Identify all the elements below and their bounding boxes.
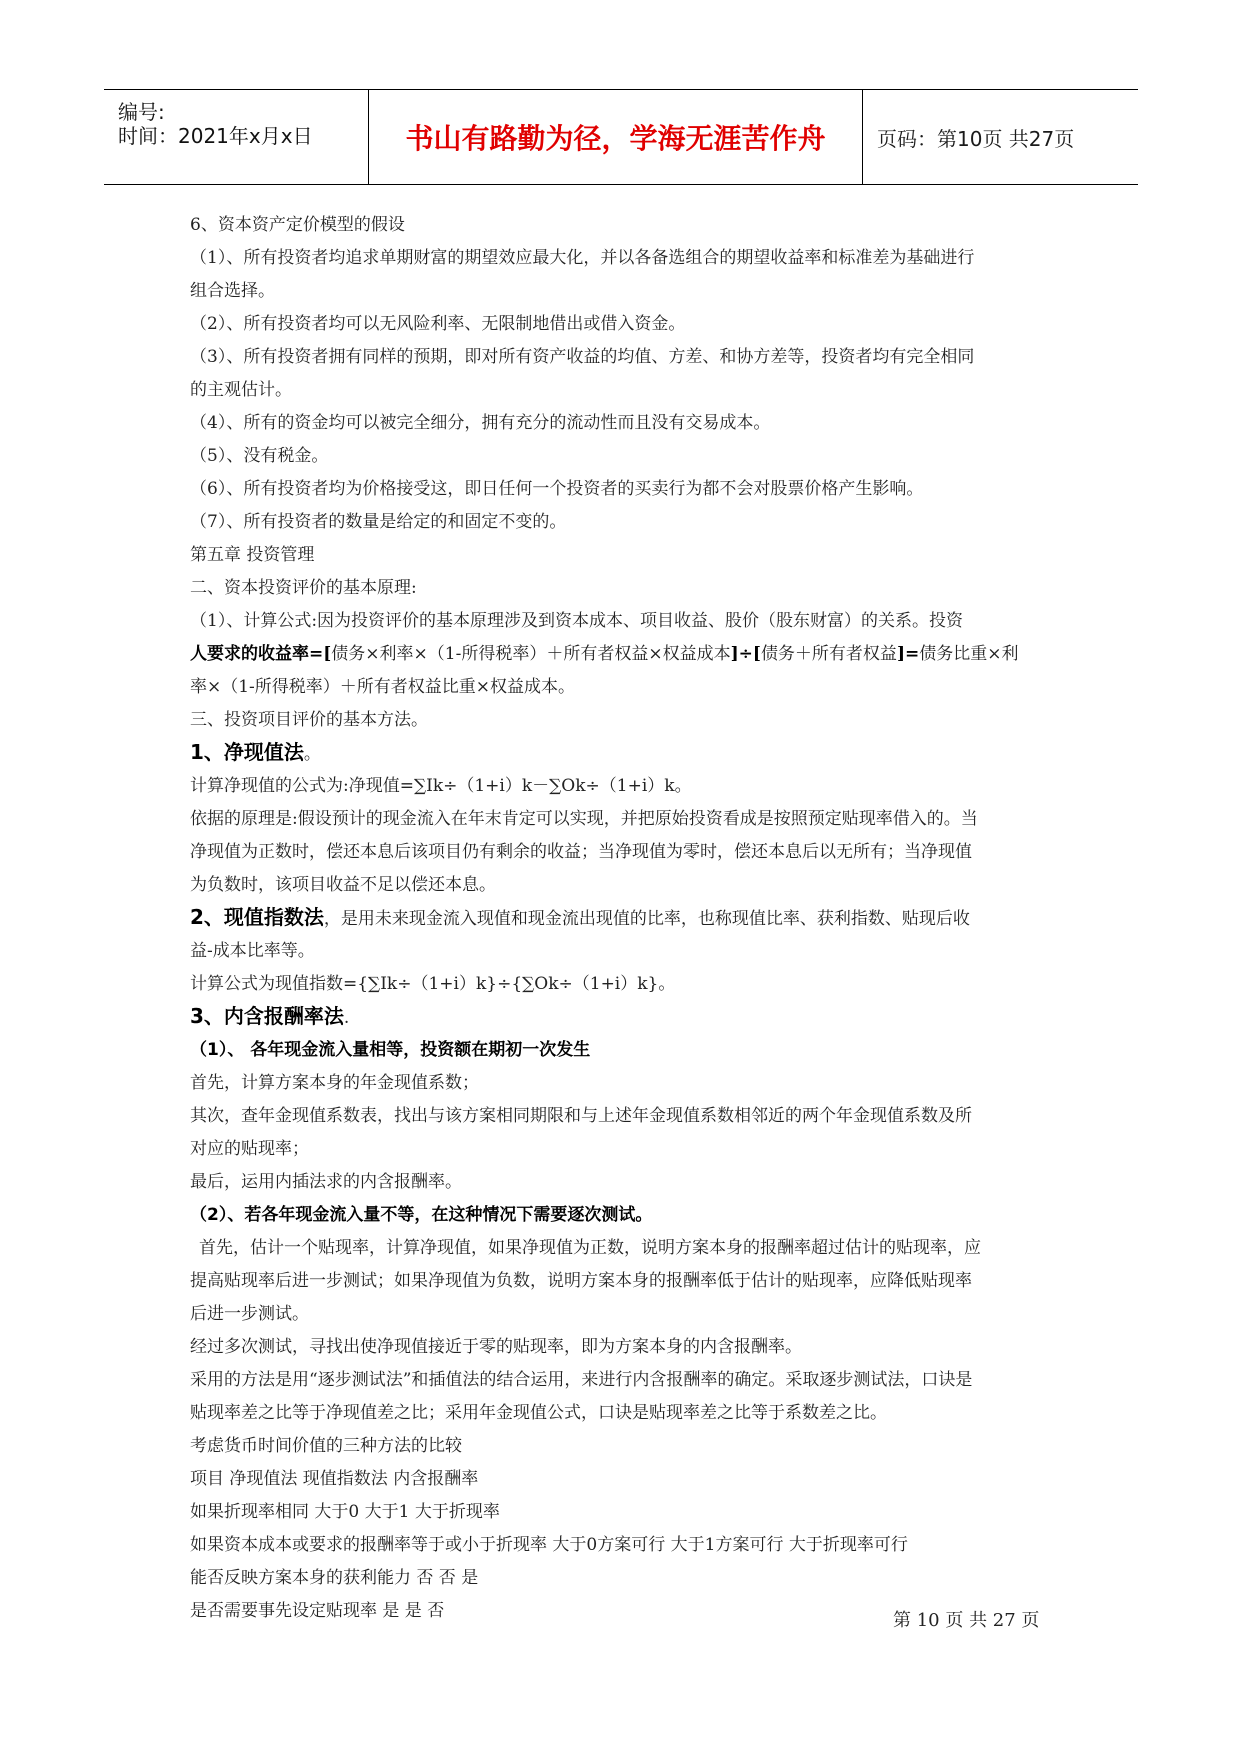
paragraph-line: （6）、所有投资者均为价格接受这，即日任何一个投资者的买卖行为都不会对股票价格产生影响。 (190, 479, 924, 499)
formula-part: 债务×利率×（1-所得税率）＋所有者权益×权益成本 (331, 644, 731, 664)
paragraph-line: 依据的原理是:假设预计的现金流入在年末肯定可以实现，并把原始投资看成是按照预定贴现率借入的。当 (190, 809, 978, 829)
paragraph-line: （1）、所有投资者均追求单期财富的期望效应最大化，并以各备选组合的期望收益率和标准差为基础进行 (190, 248, 975, 268)
page-footer: 第 10 页 共 27 页 (893, 1610, 1040, 1631)
paragraph-line: 采用的方法是用“逐步测试法”和插值法的结合运用，来进行内含报酬率的确定。采取逐步测试法，口诀是 (190, 1370, 973, 1390)
section-title: 三、投资项目评价的基本方法。 (190, 710, 428, 730)
paragraph-line: 提高贴现率后进一步测试；如果净现值为负数，说明方案本身的报酬率低于估计的贴现率，应降低贴现率 (190, 1271, 972, 1291)
paragraph-line: （1）、计算公式:因为投资评价的基本原理涉及到资本成本、项目收益、股价（股东财富）的关系。投资 (190, 611, 964, 631)
method-heading-text: 3、内含报酬率法 (190, 1004, 344, 1028)
paragraph-line: （3）、所有投资者拥有同样的预期，即对所有资产收益的均值、方差、和协方差等，投资者均有完全相同 (190, 347, 975, 367)
comparison-row: 能否反映方案本身的获利能力 否 否 是 (190, 1568, 479, 1588)
paragraph-line: 最后，运用内插法求的内含报酬率。 (190, 1172, 462, 1192)
paragraph-line: 益-成本比率等。 (190, 941, 315, 961)
subheading: （2）、若各年现金流入量不等，在这种情况下需要逐次测试。 (190, 1205, 653, 1225)
paragraph-line: 其次，查年金现值系数表，找出与该方案相同期限和与上述年金现值系数相邻近的两个年金现值系数及所 (190, 1106, 972, 1126)
paragraph-line: （2）、所有投资者均可以无风险利率、无限制地借出或借入资金。 (190, 314, 686, 334)
paragraph-line: 首先，估计一个贴现率，计算净现值，如果净现值为正数，说明方案本身的报酬率超过估计的贴现率，应 (199, 1238, 981, 1258)
subheading: （1）、 各年现金流入量相等，投资额在期初一次发生 (190, 1040, 591, 1060)
header-motto: 书山有路勤为径，学海无涯苦作舟 (405, 122, 826, 155)
formula-bold-part: ]÷[ (730, 644, 761, 664)
document-time-label: 时间：2021年x月x日 (118, 124, 313, 148)
header-right-cell (863, 90, 1138, 184)
comparison-row: 如果资本成本或要求的报酬率等于或小于折现率 大于0方案可行 大于1方案可行 大于折现率可行 (190, 1535, 908, 1555)
paragraph-line: 考虑货币时间价值的三种方法的比较 (190, 1436, 462, 1456)
heading-rest: ，是用未来现金流入现值和现金流出现值的比率，也称现值比率、获利指数、贴现后收 (323, 909, 970, 929)
paragraph-line: 首先，计算方案本身的年金现值系数； (190, 1073, 479, 1093)
paragraph-line: 为负数时，该项目收益不足以偿还本息。 (190, 875, 496, 895)
document-number-label: 编号: (118, 100, 165, 124)
heading-punct: 。 (303, 744, 321, 764)
method-heading-text: 1、净现值法 (190, 740, 304, 764)
paragraph-line: 净现值为正数时，偿还本息后该项目仍有剩余的收益；当净现值为零时，偿还本息后以无所有；当净现值 (190, 842, 972, 862)
paragraph-line: 6、资本资产定价模型的假设 (190, 215, 405, 235)
paragraph-line: 计算净现值的公式为:净现值=∑Ik÷（1+i）k－∑Ok÷（1+i）k。 (190, 776, 692, 796)
paragraph-line: 率×（1-所得税率）＋所有者权益比重×权益成本。 (190, 677, 576, 697)
paragraph-line: 计算公式为现值指数={∑Ik÷（1+i）k}÷{∑Ok÷（1+i）k}。 (190, 974, 676, 994)
paragraph-line: 经过多次测试，寻找出使净现值接近于零的贴现率，即为方案本身的内含报酬率。 (190, 1337, 802, 1357)
formula-line (190, 641, 1018, 667)
method-heading (190, 1003, 349, 1031)
header-middle-cell (369, 90, 863, 184)
comparison-row: 是否需要事先设定贴现率 是 是 否 (190, 1601, 445, 1621)
paragraph-line: 贴现率差之比等于净现值差之比；采用年金现值公式，口诀是贴现率差之比等于系数差之比。 (190, 1403, 887, 1423)
document-header (104, 89, 1138, 185)
comparison-row: 项目 净现值法 现值指数法 内含报酬率 (190, 1469, 479, 1489)
paragraph-line: 的主观估计。 (190, 380, 292, 400)
header-page-info: 页码：第10页 共27页 (877, 127, 1075, 151)
header-left-cell (104, 90, 369, 184)
section-title: 二、资本投资评价的基本原理: (190, 578, 417, 598)
method-heading (190, 904, 970, 932)
formula-bold-part: 人要求的收益率=[ (190, 644, 332, 664)
paragraph-line: 后进一步测试。 (190, 1304, 309, 1324)
paragraph-line: （7）、所有投资者的数量是给定的和固定不变的。 (190, 512, 567, 532)
paragraph-line: 组合选择。 (190, 281, 275, 301)
paragraph-line: （5）、没有税金。 (190, 446, 329, 466)
paragraph-line: （4）、所有的资金均可以被完全细分，拥有充分的流动性而且没有交易成本。 (190, 413, 771, 433)
formula-bold-part: ]= (896, 644, 920, 664)
chapter-title: 第五章 投资管理 (190, 545, 315, 565)
formula-part: 债务＋所有者权益 (760, 644, 897, 664)
method-heading (190, 739, 321, 767)
method-heading-text: 2、现值指数法 (190, 905, 324, 929)
heading-punct: . (343, 1008, 350, 1028)
comparison-row: 如果折现率相同 大于0 大于1 大于折现率 (190, 1502, 500, 1522)
paragraph-line: 对应的贴现率； (190, 1139, 309, 1159)
formula-part: 债务比重×利 (919, 644, 1019, 664)
